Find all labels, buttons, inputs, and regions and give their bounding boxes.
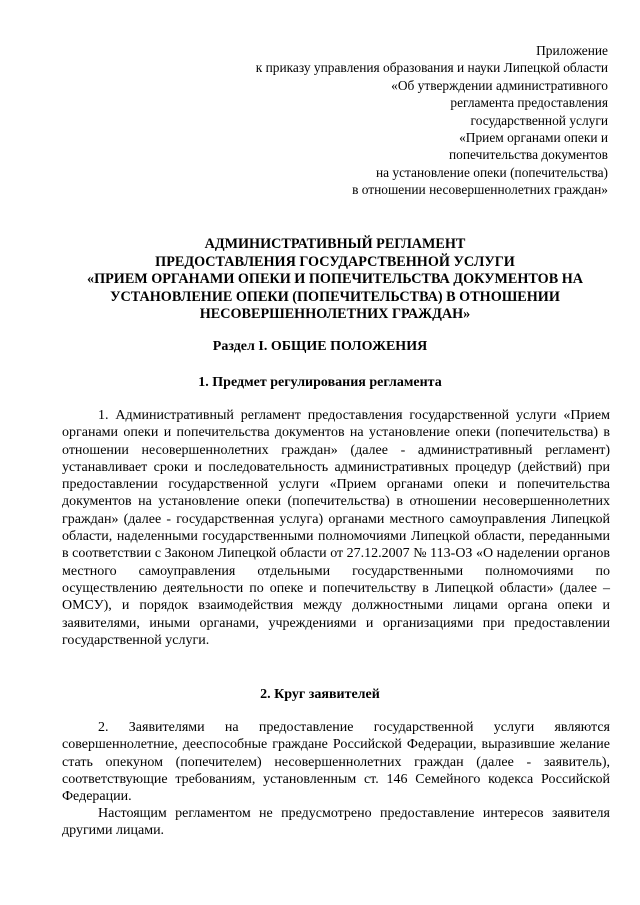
- appendix-line: на установление опеки (попечительства): [375, 164, 608, 180]
- appendix-line: в отношении несовершеннолетних граждан»: [352, 182, 608, 198]
- appendix-line: государственной услуги: [470, 112, 608, 128]
- appendix-line: попечительства документов: [449, 147, 608, 163]
- title-line: «ПРИЕМ ОРГАНАМИ ОПЕКИ И ПОПЕЧИТЕЛЬСТВА ДОКУМЕНТОВ НА: [86, 271, 584, 288]
- title-line: АДМИНИСТРАТИВНЫЙ РЕГЛАМЕНТ: [204, 236, 466, 252]
- appendix-line: «Прием органами опеки и: [459, 130, 608, 146]
- paragraph: 1. Административный регламент предоставления государственной услуги «Прием органами опеки и попечительства документов на установление опеки (попечительства) в отношении несовершеннолетних граждан» (далее - административный регламент) устанавливает сроки и последовательность административных процедур (действий) при предоставлении государственной услуги «Прием органами опеки и попечительства документов на установление опеки (попечительства) в отношении несовершеннолетних граждан» (далее - государственная услуга) органами местного самоуправления Липецкой области, наделенными государственными полномочиями Липецкой области, переданными в соответствии с Законом Липецкой области от 27.12.2007 № 113-ОЗ «О наделении органов местного самоуправления отдельными государственными полномочиями по осуществлению деятельности по опеке и попечительству в Липецкой области» (далее – ОМСУ), и порядок взаимодействия между должностными лицами органа опеки и заявителями, иными органами, учреждениями и организациями при предоставлении государственной услуги.: [62, 408, 610, 648]
- document-title: [40, 236, 630, 324]
- subsection-1-body: [62, 407, 610, 649]
- paragraph: 2. Заявителями на предоставление государственной услуги являются совершеннолетние, дееспособные граждане Российской Федерации, выразившие желание стать опекуном (попечителем) несовершеннолетних граждан (далее - заявитель), соответствующие требованиям, установленным ст. 146 Семейного кодекса Российской Федерации.: [62, 720, 610, 805]
- subsection-2-body-2: [62, 805, 610, 840]
- subsection-2-heading: 2. Круг заявителей: [260, 687, 380, 702]
- title-line: НЕСОВЕРШЕННОЛЕТНИХ ГРАЖДАН»: [199, 306, 471, 323]
- section-heading: Раздел I. ОБЩИЕ ПОЛОЖЕНИЯ: [212, 339, 428, 354]
- subsection-1-heading: 1. Предмет регулирования регламента: [198, 375, 442, 390]
- appendix-line: Приложение: [536, 43, 608, 58]
- title-line: УСТАНОВЛЕНИЕ ОПЕКИ (ПОПЕЧИТЕЛЬСТВА) В ОТНОШЕНИИ: [110, 288, 560, 305]
- appendix-line: «Об утверждении административного: [391, 77, 608, 93]
- appendix-note: [256, 42, 608, 199]
- appendix-line: регламента предоставления: [450, 95, 608, 111]
- appendix-line: к приказу управления образования и науки Липецкой области: [255, 60, 608, 76]
- title-line: ПРЕДОСТАВЛЕНИЯ ГОСУДАРСТВЕННОЙ УСЛУГИ: [155, 253, 515, 270]
- subsection-2-body: [62, 719, 610, 805]
- paragraph: Настоящим регламентом не предусмотрено предоставление интересов заявителя другими лицами.: [62, 806, 610, 839]
